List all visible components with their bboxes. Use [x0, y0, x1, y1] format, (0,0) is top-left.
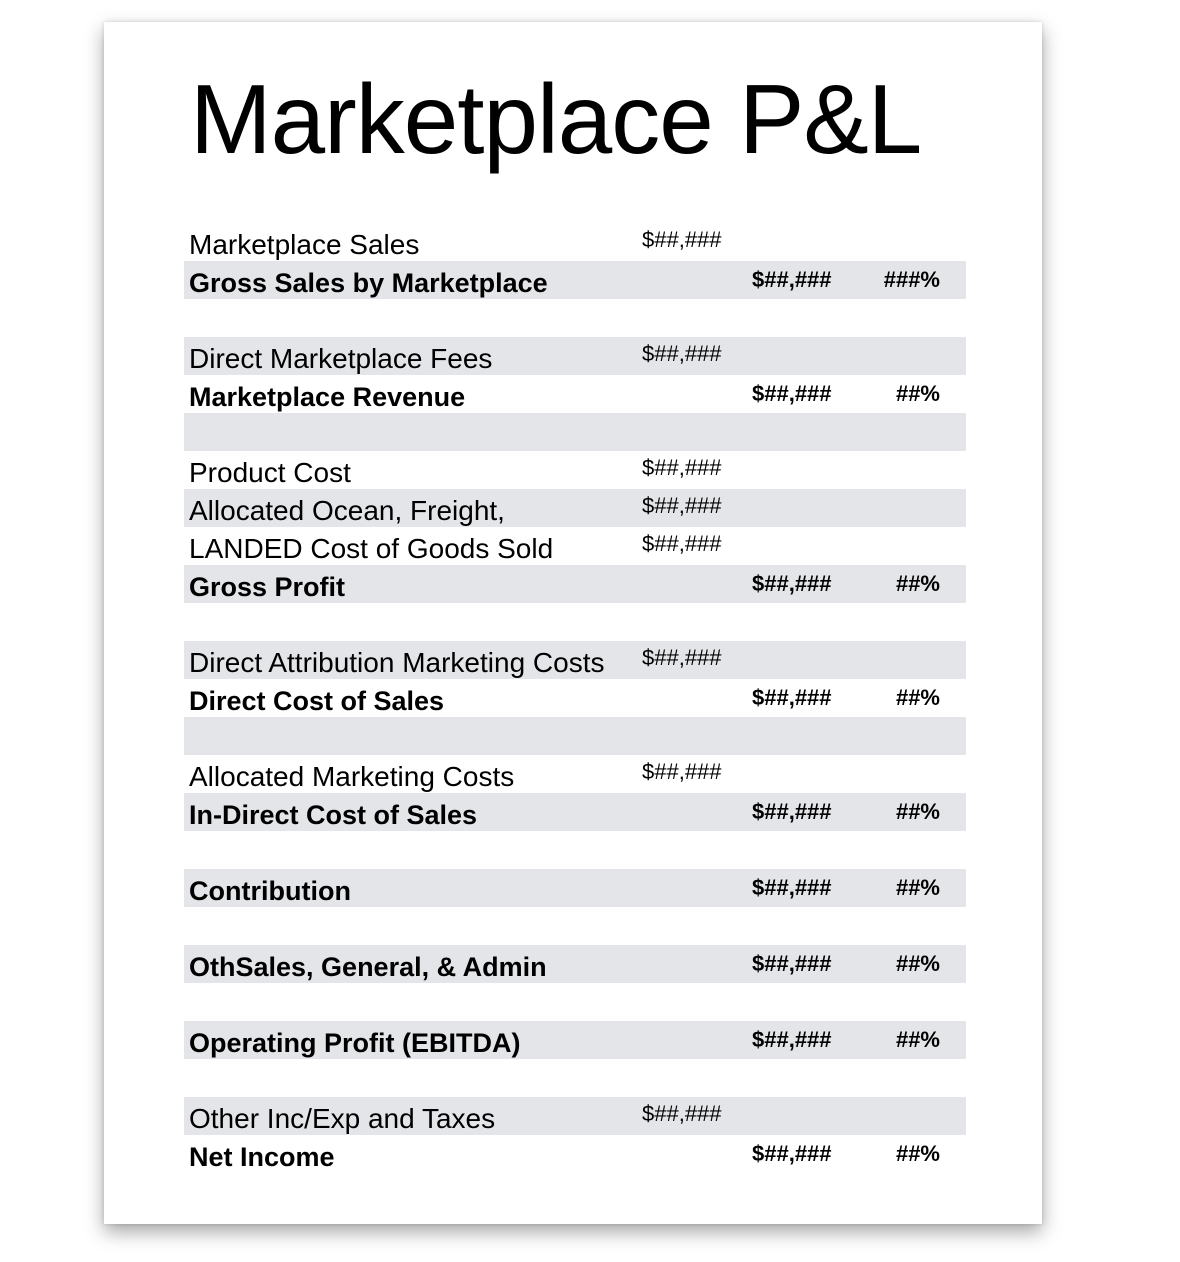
row-label: Net Income	[189, 1142, 335, 1172]
page-title: Marketplace P&L	[190, 64, 922, 174]
subtotal-row	[184, 679, 966, 717]
percent-value: ###%	[883, 267, 940, 292]
subtotal-amount: $##,###	[752, 799, 832, 824]
line-item-row	[184, 223, 966, 261]
line-item-row	[184, 527, 966, 565]
spacer-row	[184, 603, 966, 641]
subtotal-row	[184, 793, 966, 831]
percent-value: ##%	[895, 571, 940, 596]
line-amount: $##,###	[642, 645, 722, 670]
percent-value: ##%	[895, 875, 940, 900]
subtotal-amount: $##,###	[752, 381, 832, 406]
row-label: Direct Marketplace Fees	[189, 343, 493, 374]
row-label: Marketplace Revenue	[189, 382, 466, 412]
subtotal-amount: $##,###	[752, 267, 832, 292]
subtotal-row	[184, 1135, 966, 1173]
subtotal-amount: $##,###	[752, 875, 832, 900]
row-label: Direct Cost of Sales	[189, 686, 445, 716]
row-label: Marketplace Sales	[189, 229, 420, 260]
spacer-row	[184, 717, 966, 755]
row-label: Direct Attribution Marketing Costs	[189, 647, 605, 678]
line-item-row	[184, 451, 966, 489]
row-label: In-Direct Cost of Sales	[189, 800, 478, 830]
line-amount: $##,###	[642, 341, 722, 366]
row-label: Product Cost	[189, 457, 351, 488]
row-label: OthSales, General, & Admin	[189, 952, 547, 982]
subtotal-amount: $##,###	[752, 685, 832, 710]
subtotal-amount: $##,###	[752, 951, 832, 976]
subtotal-row	[184, 1021, 966, 1059]
line-amount: $##,###	[642, 455, 722, 480]
line-amount: $##,###	[642, 227, 722, 252]
line-item-row	[184, 1097, 966, 1135]
row-label: Allocated Marketing Costs	[189, 761, 515, 792]
subtotal-row	[184, 945, 966, 983]
subtotal-amount: $##,###	[752, 1027, 832, 1052]
subtotal-amount: $##,###	[752, 1141, 832, 1166]
line-item-row	[184, 337, 966, 375]
row-label: Gross Profit	[189, 572, 346, 602]
spacer-row	[184, 831, 966, 869]
row-label: Allocated Ocean, Freight,	[189, 495, 505, 526]
pl-document-page	[104, 22, 1042, 1224]
line-amount: $##,###	[642, 493, 722, 518]
subtotal-row	[184, 261, 966, 299]
percent-value: ##%	[895, 799, 940, 824]
line-amount: $##,###	[642, 1101, 722, 1126]
line-amount: $##,###	[642, 531, 722, 556]
line-amount: $##,###	[642, 759, 722, 784]
row-label: Contribution	[189, 876, 351, 906]
spacer-row	[184, 907, 966, 945]
line-item-row	[184, 755, 966, 793]
row-label: Gross Sales by Marketplace	[189, 268, 548, 298]
percent-value: ##%	[895, 685, 940, 710]
percent-value: ##%	[895, 951, 940, 976]
subtotal-row	[184, 375, 966, 413]
percent-value: ##%	[895, 1141, 940, 1166]
spacer-row	[184, 413, 966, 451]
line-item-row	[184, 641, 966, 679]
row-label: Operating Profit (EBITDA)	[189, 1028, 521, 1058]
pl-statement-table	[184, 223, 966, 1173]
percent-value: ##%	[895, 381, 940, 406]
subtotal-row	[184, 565, 966, 603]
row-label: Other Inc/Exp and Taxes	[189, 1103, 496, 1134]
subtotal-amount: $##,###	[752, 571, 832, 596]
spacer-row	[184, 1059, 966, 1097]
spacer-row	[184, 299, 966, 337]
spacer-row	[184, 983, 966, 1021]
percent-value: ##%	[895, 1027, 940, 1052]
subtotal-row	[184, 869, 966, 907]
line-item-row	[184, 489, 966, 527]
row-label: LANDED Cost of Goods Sold	[189, 533, 554, 564]
